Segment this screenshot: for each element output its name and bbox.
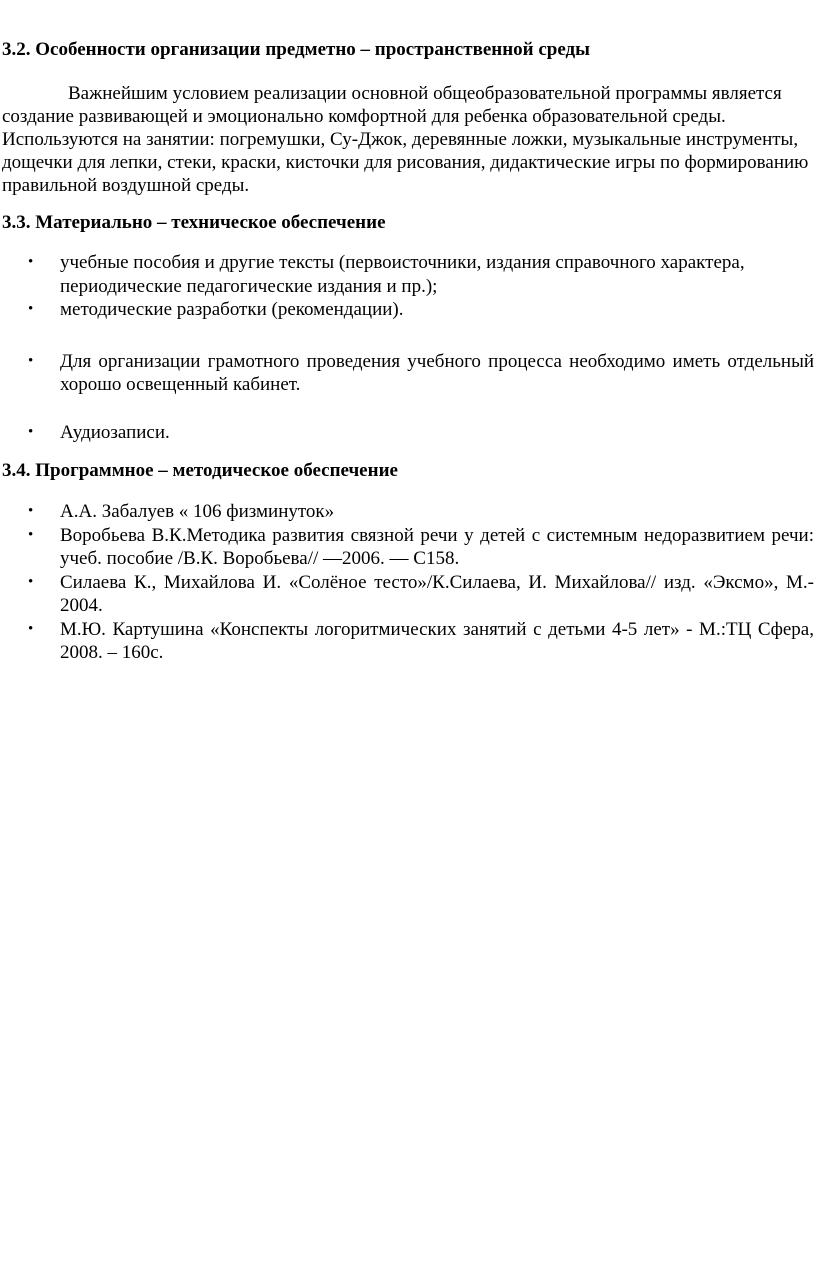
list-item bbox=[2, 350, 814, 397]
list-item-text: А.А. Забалуев « 106 физминуток» bbox=[60, 501, 335, 522]
section-3-3-heading: 3.3. Материально – техническое обеспечение bbox=[2, 212, 386, 233]
list-item-text: учебные пособия и другие тексты (первоисточники, издания справочного характера, периодические педагогические издания и пр.); bbox=[60, 252, 745, 297]
bullet-icon: • bbox=[28, 423, 34, 440]
list-item bbox=[2, 571, 814, 618]
section-3-4-heading: 3.4. Программное – методическое обеспечение bbox=[2, 460, 398, 481]
list-item bbox=[2, 500, 814, 524]
list-item bbox=[2, 298, 814, 322]
section-3-2-heading: 3.2. Особенности организации предметно – пространственной среды bbox=[2, 39, 590, 60]
list-item bbox=[2, 251, 814, 298]
bullet-icon: • bbox=[28, 254, 34, 270]
bullet-icon: • bbox=[28, 620, 34, 637]
bullet-icon: • bbox=[28, 301, 34, 317]
bullet-icon: • bbox=[28, 503, 34, 519]
list-item-text: Аудиозаписи. bbox=[60, 421, 170, 443]
list-item-text: методические разработки (рекомендации). bbox=[60, 299, 404, 320]
document-page bbox=[2, 38, 814, 665]
bullet-icon: • bbox=[28, 352, 34, 369]
list-item-text: Воробьева В.К.Методика развития связной речи у детей с системным недоразвитием речи: учеб. пособие /В.К. Воробьева// —2006. — С158. bbox=[60, 524, 814, 569]
list-item bbox=[2, 524, 814, 571]
section-3-2-paragraph: Важнейшим условием реализации основной общеобразовательной программы является создание развивающей и эмоционально комфортной для ребенка образовательной среды. Используются на занятии: погремушки, Су-Джок, деревянные ложки, музыкальные инструменты, дощечки для лепки, стеки, краски, кисточки для рисования, дидактические игры по формированию правильной воздушной среды. bbox=[2, 83, 809, 196]
list-item bbox=[2, 421, 814, 445]
list-item bbox=[2, 618, 814, 665]
material-support-list bbox=[2, 251, 814, 444]
bullet-icon: • bbox=[28, 573, 34, 590]
list-item-text: Силаева К., Михайлова И. «Солёное тесто»/К.Силаева, И. Михайлова// изд. «Эксмо», М.- 2004. bbox=[60, 571, 814, 616]
list-item-text: М.Ю. Картушина «Конспекты логоритмических занятий с детьми 4-5 лет» - М.:ТЦ Сфера, 2008. – 160с. bbox=[60, 618, 814, 663]
program-support-list bbox=[2, 500, 814, 665]
list-item-text: Для организации грамотного проведения учебного процесса необходимо иметь отдельный хорошо освещенный кабинет. bbox=[60, 350, 814, 395]
bullet-icon: • bbox=[28, 526, 34, 543]
